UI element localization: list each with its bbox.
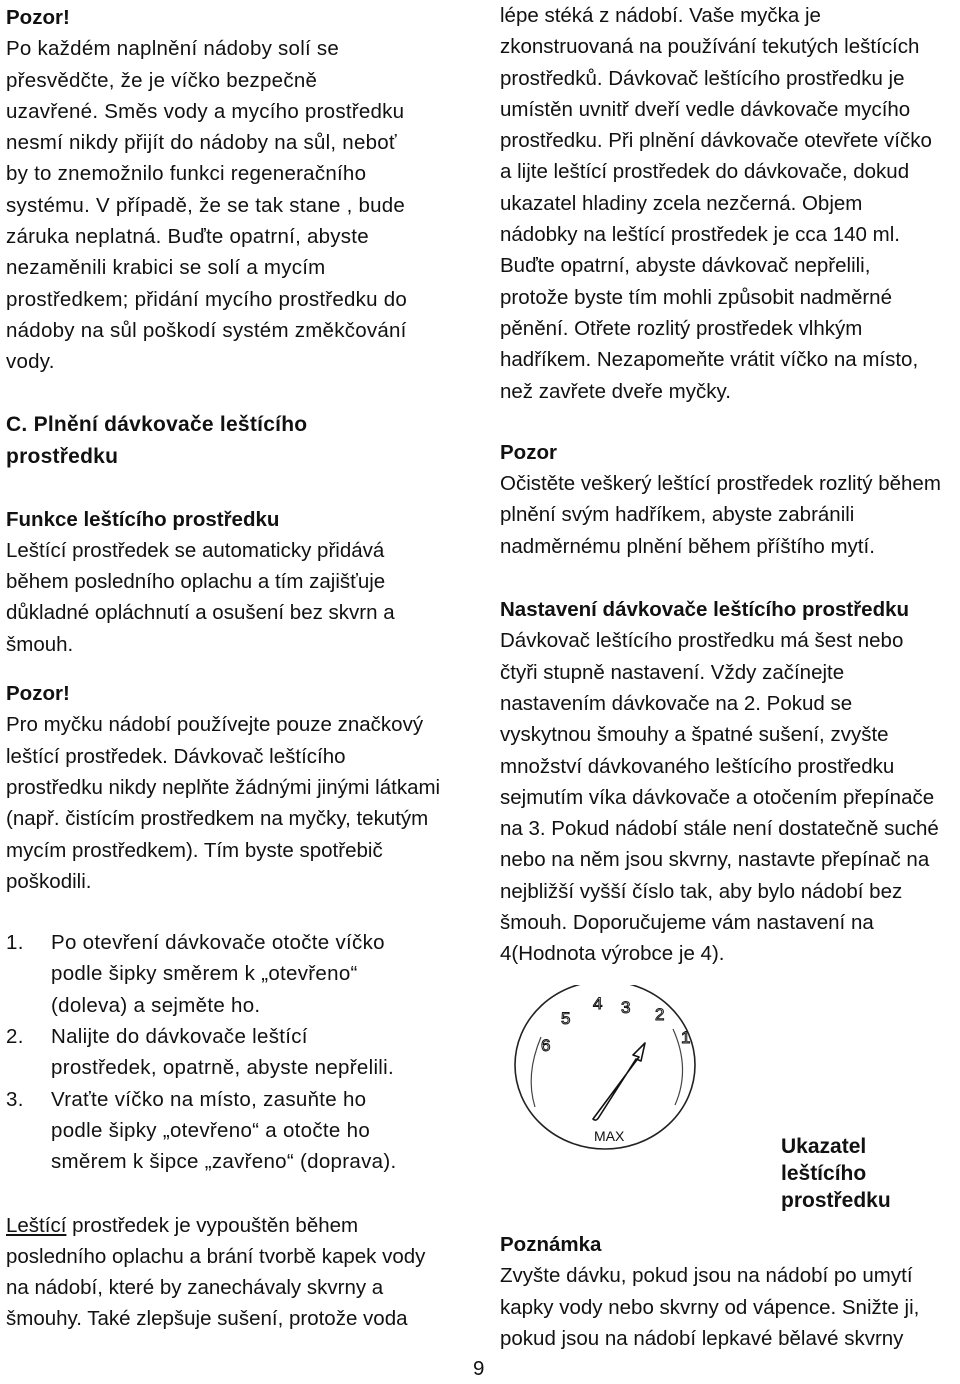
text-line: nastavením dávkovače na 2. Pokud se: [500, 691, 853, 715]
text-line: umístěn uvnitř dveří vedle dávkovače mycího: [500, 97, 911, 121]
text-line: kapky vody nebo skvrny od vápence. Snižte ji,: [500, 1295, 920, 1319]
text-line: mycím prostředkem). Tím byste spotřebič: [6, 838, 383, 862]
text-line: nádobky na leštící prostředek je cca 140 ml.: [500, 223, 900, 247]
text-line: uzavřené. Směs vody a mycího prostředku: [6, 99, 405, 123]
text-line: čtyři stupně nastavení. Vždy začínejte: [500, 660, 845, 684]
text-line: záruka neplatná. Buďte opatrní, abyste: [6, 225, 369, 249]
text-line: Vraťte víčko na místo, zasuňte ho: [51, 1087, 367, 1111]
text-line: pokud jsou na nádobí lepkavé bělavé skvrny: [500, 1326, 904, 1350]
step-number: 1.: [6, 931, 24, 955]
text-line: (doleva) a sejměte ho.: [51, 993, 261, 1017]
text-line: šmouhy. Také zlepšuje sušení, protože voda: [6, 1307, 408, 1331]
dial-number: 6: [541, 1036, 551, 1055]
section-title-line: prostředku: [6, 444, 119, 468]
dial-number: 4: [593, 994, 603, 1013]
text-line: Buďte opatrní, abyste dávkovač nepřelili,: [500, 254, 871, 278]
dial-caption: [781, 1133, 941, 1211]
list-item: [6, 927, 468, 1021]
list-item: [6, 1021, 468, 1084]
pozor-heading: Pozor: [500, 440, 557, 464]
text-line: nesmí nikdy přijít do nádoby na sůl, neboť: [6, 131, 397, 155]
note-block: [500, 1229, 958, 1354]
left-column: [6, 0, 468, 1335]
text-line: zkonstruovaná na používání tekutých leštících: [500, 35, 920, 59]
caption-line: Ukazatel: [781, 1135, 867, 1158]
text-line: než zavřete dveře myčky.: [500, 379, 731, 403]
rinse-aid-intro: [500, 0, 958, 407]
text-line: Dávkovač leštícího prostředku má šest nebo: [500, 629, 904, 653]
text-line: vyskytnou šmouhy a špatné sušení, zvyšte: [500, 723, 889, 747]
text-line: a lijte leštící prostředek do dávkovače, dokud: [500, 160, 910, 184]
warning-title: Pozor!: [6, 682, 70, 706]
text-line: prostředků. Dávkovač leštícího prostředku je: [500, 66, 905, 90]
rinse-aid-dial-illustration: [505, 985, 710, 1160]
text-line: prostředek, opatrně, abyste nepřelili.: [51, 1056, 395, 1080]
text-line: Po otevření dávkovače otočte víčko: [51, 931, 385, 955]
caption-line: prostředku: [781, 1189, 891, 1211]
text-line: 4(Hodnota výrobce je 4).: [500, 942, 725, 966]
text-line: nejbližší vyšší číslo tak, aby bylo nádobí bez: [500, 879, 903, 903]
text-line: prostředkem; přidání mycího prostředku do: [6, 287, 408, 311]
text-line: Po každém naplnění nádoby solí se: [6, 37, 340, 61]
steps-list: [6, 927, 468, 1177]
text-line: směrem k šipce „zavřeno“ (doprava).: [51, 1150, 397, 1174]
right-column: [500, 0, 958, 970]
text-line: Nalijte do dávkovače leštící: [51, 1025, 308, 1049]
dial-inner-arc: [531, 1037, 541, 1107]
text-line: Pro myčku nádobí používejte pouze značkový: [6, 713, 424, 737]
text-line: Leštící prostředek se automaticky přidává: [6, 538, 385, 562]
text-line: systému. V případě, že se tak stane , bude: [6, 193, 406, 217]
section-title: [6, 409, 468, 473]
text-line: by to znemožnilo funkci regeneračního: [6, 162, 367, 186]
text-line: [6, 1210, 468, 1241]
text-line: podle šipky „otevřeno“ a otočte ho: [51, 1118, 371, 1142]
text-line: ukazatel hladiny zcela nezčerná. Objem: [500, 191, 863, 215]
salt-warning-text: [6, 33, 468, 377]
list-item: [6, 1084, 468, 1178]
text-line: nádoby na sůl poškodí systém změkčování: [6, 318, 407, 342]
text-line: na nádobí, které by zanechávaly skvrny a: [6, 1276, 384, 1300]
text-line: leštící prostředek. Dávkovač leštícího: [6, 744, 346, 768]
text-span: prostředek je vypouštěn během: [66, 1213, 359, 1237]
warning-title: Pozor!: [6, 6, 70, 29]
text-line: hadříkem. Nezapomeňte vrátit víčko na místo,: [500, 348, 919, 372]
text-line: Zvyšte dávku, pokud jsou na nádobí po umytí: [500, 1264, 913, 1288]
text-line: během posledního oplachu a tím zajišťuje: [6, 570, 386, 594]
text-line: protože byste tím mohli způsobit nadměrné: [500, 285, 892, 309]
text-line: lépe stéká z nádobí. Vaše myčka je: [500, 4, 821, 27]
text-line: šmouh. Doporučujeme vám nastavení na: [500, 911, 874, 935]
underlined-word: Leštící: [6, 1213, 67, 1237]
text-line: plnění svým hadříkem, abyste zabránili: [500, 503, 855, 527]
text-line: na 3. Pokud nádobí stále není dostatečně suché: [500, 817, 939, 841]
text-line: šmouh.: [6, 632, 74, 656]
text-line: poškodili.: [6, 869, 92, 893]
text-line: prostředku. Při plnění dávkovače otevřete víčko: [500, 129, 932, 153]
dial-number: 5: [561, 1009, 571, 1028]
step-number: 3.: [6, 1087, 24, 1111]
text-line: podle šipky směrem k „otevřeno“: [51, 962, 358, 986]
text-line: nadměrnému plnění během příštího mytí.: [500, 534, 875, 558]
setting-heading: Nastavení dávkovače leštícího prostředku: [500, 598, 910, 622]
page-number: 9: [473, 1357, 485, 1380]
text-line: nezaměnili krabici se solí a mycím: [6, 256, 326, 280]
function-heading: Funkce leštícího prostředku: [6, 507, 280, 531]
text-line: Očistěte veškerý leštící prostředek rozlitý během: [500, 472, 941, 496]
caption-line: leštícího: [781, 1162, 867, 1185]
text-line: vody.: [6, 350, 55, 374]
text-line: množství dávkovaného leštícího prostředku: [500, 754, 895, 778]
text-line: důkladné opláchnutí a osušení bez skvrn a: [6, 601, 395, 625]
text-line: přesvědčte, že je víčko bezpečně: [6, 68, 318, 92]
note-heading: Poznámka: [500, 1233, 602, 1256]
dial-number: 3: [621, 998, 631, 1017]
text-line: prostředku nikdy neplňte žádnými jinými látkami: [6, 775, 441, 799]
arrow-icon: [593, 1043, 645, 1120]
max-label: MAX: [594, 1128, 625, 1144]
text-line: pěnění. Otřete rozlitý prostředek vlhkým: [500, 316, 863, 340]
text-line: (např. čistícím prostředkem na myčky, tekutým: [6, 807, 429, 831]
text-line: posledního oplachu a brání tvorbě kapek vody: [6, 1244, 426, 1268]
section-title-line: C. Plnění dávkovače leštícího: [6, 412, 308, 436]
step-number: 2.: [6, 1025, 24, 1049]
text-line: nebo na něm jsou skvrny, nastavte přepínač na: [500, 848, 930, 872]
text-line: sejmutím víka dávkovače a otočením přepínače: [500, 785, 935, 809]
dial-number: 1: [681, 1028, 691, 1047]
dial-number: 2: [655, 1005, 665, 1024]
dial-outer-ring: [515, 985, 695, 1149]
